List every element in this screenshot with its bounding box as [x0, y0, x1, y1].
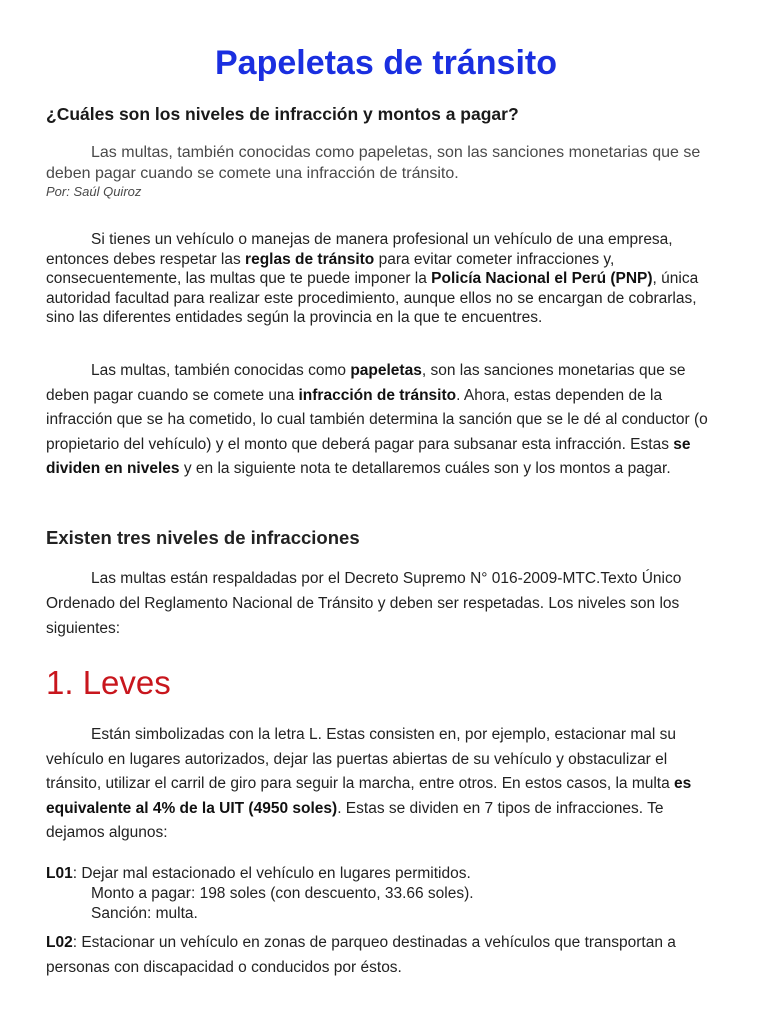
infraction-item-l02: [46, 930, 724, 980]
section-heading-leves: 1. Leves: [46, 664, 171, 701]
bold-papeletas: papeletas: [350, 362, 422, 379]
infraction-item-l01: [46, 864, 724, 924]
section-heading-levels: Existen tres niveles de infracciones: [46, 527, 360, 548]
paragraph-leves: Están simbolizadas con la letra L. Estas consisten en, por ejemplo, estacionar mal su vehículo en lugares autorizados, dejar las puertas abiertas de su vehículo y obstaculizar el tránsito, utilizar el carril de giro para seguir la marcha, entre otros. En estos casos, la multa es equivalente al 4% de la UIT (4950 soles). Estas se dividen en 7 tipos de infracciones. Te dejamos algunos:: [46, 726, 692, 841]
paragraph-vehicle-rules: Si tienes un vehículo o manejas de manera profesional un vehículo de una empresa, entonces debes respetar las reglas de tránsito para evitar cometer infracciones y, consecuentemente, las multas que te puede imponer la Policía Nacional el Perú (PNP), única autoridad facultad para realizar este procedimiento, aunque ellos no se encargan de cobrarlas, sino las diferentes entidades según la provincia en la que te encuentres.: [46, 231, 699, 326]
paragraph-decree: Las multas están respaldadas por el Decreto Supremo N° 016-2009-MTC.Texto Único Ordenado del Reglamento Nacional de Tránsito y deben ser respetadas. Los niveles son los siguientes:: [46, 570, 682, 637]
infraction-code: L01: [46, 865, 73, 882]
article-subtitle: ¿Cuáles son los niveles de infracción y montos a pagar?: [46, 104, 519, 124]
intro-paragraph: Las multas, también conocidas como papeletas, son las sanciones monetarias que se deben pagar cuando se comete una infracción de tránsito.: [46, 144, 701, 182]
infraction-sanction: Sanción: multa.: [91, 905, 198, 922]
infraction-code: L02: [46, 934, 73, 951]
infraction-description: : Estacionar un vehículo en zonas de parqueo destinadas a vehículos que transportan a personas con discapacidad o conducidos por éstos.: [46, 934, 676, 976]
infraction-amount: Monto a pagar: 198 soles (con descuento, 33.66 soles).: [91, 885, 474, 902]
bold-levels: se dividen en niveles: [46, 435, 691, 477]
bold-pnp: Policía Nacional el Perú (PNP): [431, 270, 653, 287]
bold-traffic-rules: reglas de tránsito: [245, 250, 375, 268]
paragraph-fines-definition: Las multas, también conocidas como papeletas, son las sanciones monetarias que se deben pagar cuando se comete una infracción de tránsito. Ahora, estas dependen de la infracción que se ha cometido, lo cual también determina la sanción que se le dé al conductor (o propietario del vehículo) y el monto que deberá pagar para subsanar esta infracción. Estas se dividen en niveles y en la siguiente nota te detallaremos cuáles son y los montos a pagar.: [46, 362, 708, 477]
infraction-description: : Dejar mal estacionado el vehículo en lugares permitidos.: [72, 865, 471, 882]
page-title: Papeletas de tránsito: [214, 44, 557, 82]
author-byline: Por: Saúl Quiroz: [46, 184, 142, 199]
bold-infraction: infracción de tránsito: [298, 386, 457, 404]
bold-uit-amount: es equivalente al 4% de la UIT (4950 soles): [46, 775, 692, 817]
